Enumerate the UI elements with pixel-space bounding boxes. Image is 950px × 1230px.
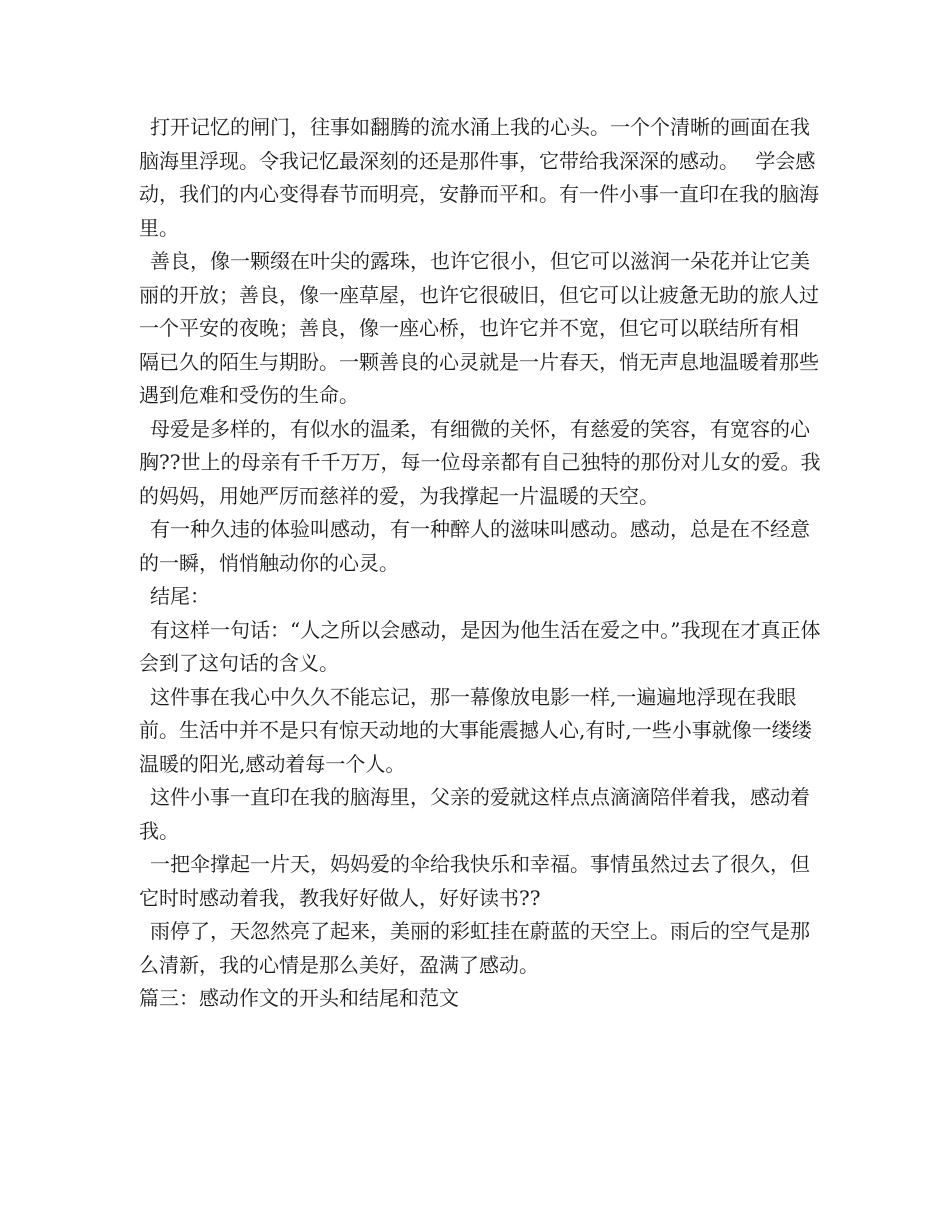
paragraph-2: 善良，像一颗缀在叶尖的露珠，也许它很小，但它可以滋润一朵花并让它美丽的开放；善良，像一座草屋，也许它很破旧，但它可以让疲惫无助的旅人过一个平安的夜晚；善良，像一座心桥，也许它并不宽，但它可以联结所有相 [139,249,819,340]
paragraph-4: 母爱是多样的，有似水的温柔，有细微的关怀，有慈爱的笑容，有宽容的心胸??世上的母亲有千千万万，每一位母亲都有自己独特的那份对儿女的爱。我的妈妈，用她严厉而慈祥的爱，为我撑起一片温暖的天空。 [139,416,821,508]
paragraph-1: 打开记忆的闸门，往事如翻腾的流水涌上我的心头。一个个清晰的画面在我脑海里浮现。令我记忆最深刻的还是那件事，它带给我深深的感动。 学会感动，我们的内心变得春节而明亮，安静而平和。有一件小事一直印在我的脑海里。 [139,115,819,240]
paragraph-5: 有一种久违的体验叫感动，有一种醉人的滋味叫感动。感动，总是在不经意的一瞬，悄悄触动你的心灵。 [139,517,810,575]
paragraph-11: 雨停了，天忽然亮了起来，美丽的彩虹挂在蔚蓝的天空上。雨后的空气是那么清新，我的心情是那么美好，盈满了感动。 [139,919,810,977]
section-label-ending: 结尾： [150,584,210,608]
document-body [139,111,829,1016]
paragraph-8: 这件事在我心中久久不能忘记，那一幕像放电影一样,一遍遍地浮现在我眼前。生活中并不是只有惊天动地的大事能震撼人心,有时,一些小事就像一缕缕温暖的阳光,感动着每一个人。 [139,684,812,776]
paragraph-3: 隔已久的陌生与期盼。一颗善良的心灵就是一片春天，悄无声息地温暖着那些遇到危难和受伤的生命。 [139,349,819,407]
paragraph-7: 有这样一句话：“人之所以会感动，是因为他生活在爱之中。”我现在才真正体会到了这句话的含义。 [139,617,821,675]
paragraph-9: 这件小事一直印在我的脑海里，父亲的爱就这样点点滴滴陪伴着我，感动着我。 [139,785,810,843]
section-heading: 篇三：感动作文的开头和结尾和范文 [139,986,459,1010]
paragraph-10: 一把伞撑起一片天，妈妈爱的伞给我快乐和幸福。事情虽然过去了很久，但它时时感动着我，教我好好做人，好好读书?? [139,852,810,910]
